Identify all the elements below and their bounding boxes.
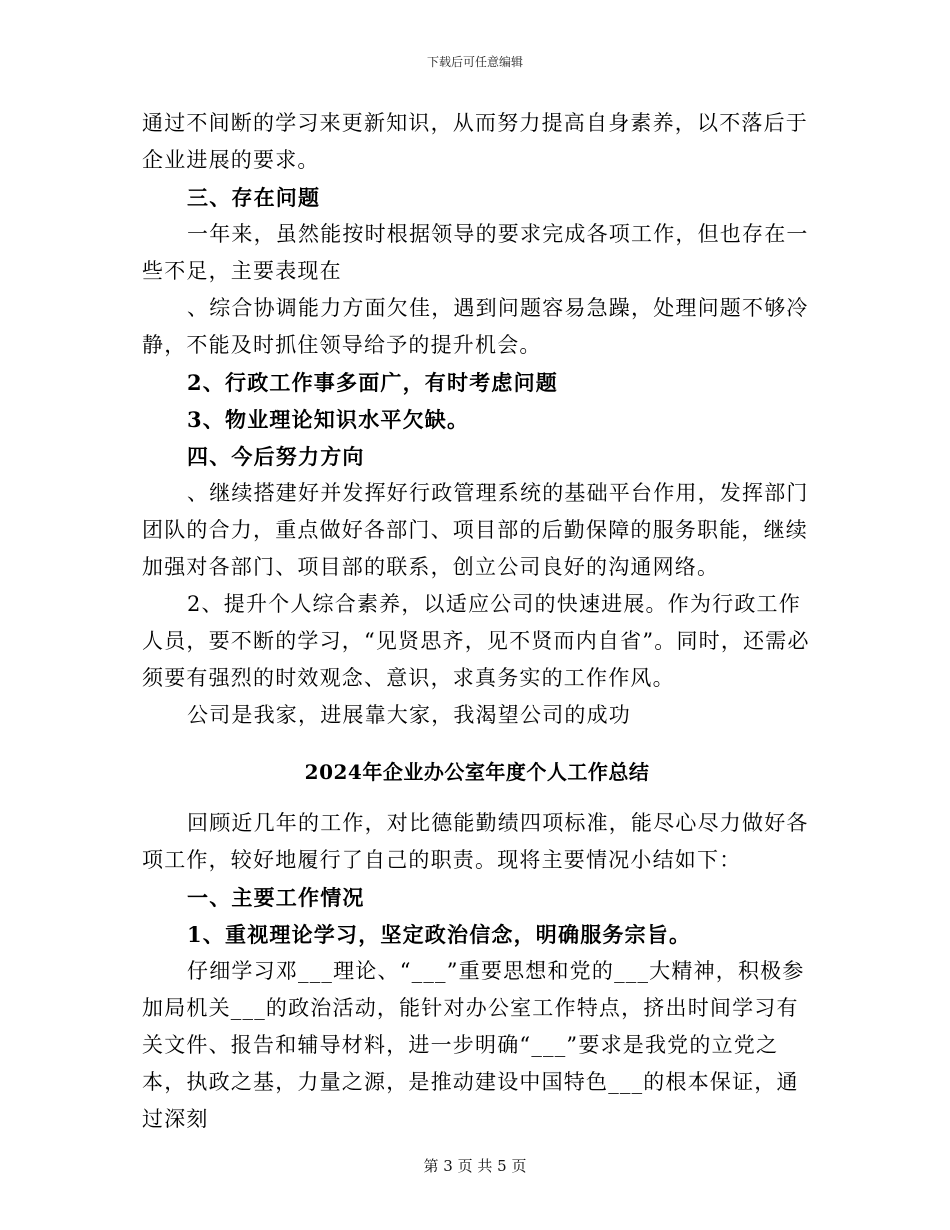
- paragraph: 、继续搭建好并发挥好行政管理系统的基础平台作用，发挥部门团队的合力，重点做好各部门、项目部的后勤保障的服务职能，继续加强对各部门、项目部的联系，创立公司良好的沟通网络。: [142, 481, 809, 579]
- document-body: [142, 105, 812, 1138]
- page-header: 下载后可任意编辑: [426, 55, 523, 69]
- paragraph: 通过不间断的学习来更新知识，从而努力提高自身素养，以不落后于企业进展的要求。: [142, 111, 808, 172]
- page-footer: 第 3 页 共 5 页: [423, 1157, 527, 1175]
- paragraph: 仔细学习邓___理论、“___”重要思想和党的___大精神，积极参加局机关___的政治活动，能针对办公室工作特点，挤出时间学习有关文件、报告和辅导材料，进一步明确“___”要求是我党的立党之本，执政之基，力量之源，是推动建设中国特色___的根本保证，通过深刻: [142, 959, 805, 1131]
- paragraph: 回顾近几年的工作，对比德能勤绩四项标准，能尽心尽力做好各项工作，较好地履行了自己的职责。现将主要情况小结如下：: [142, 811, 809, 872]
- paragraph: 一年来，虽然能按时根据领导的要求完成各项工作，但也存在一些不足，主要表现在: [142, 222, 809, 283]
- paragraph: 公司是我家，进展靠大家，我渴望公司的成功: [187, 703, 631, 727]
- section-heading: 一、主要工作情况: [187, 885, 365, 910]
- document-title: 2024年企业办公室年度个人工作总结: [304, 760, 650, 784]
- list-item: 2、行政工作事多面广，有时考虑问题: [187, 370, 559, 395]
- paragraph: 、综合协调能力方面欠佳，遇到问题容易急躁，处理问题不够冷静，不能及时抓住领导给予的提升机会。: [142, 296, 809, 357]
- paragraph: 2、提升个人综合素养，以适应公司的快速进展。作为行政工作人员，要不断的学习，“见贤思齐，见不贤而内自省”。同时，还需必须要有强烈的时效观念、意识，求真务实的工作作风。: [142, 592, 810, 690]
- subsection-heading: 1、重视理论学习，坚定政治信念，明确服务宗旨。: [187, 922, 692, 947]
- section-heading: 三、存在问题: [187, 185, 321, 210]
- list-item: 3、物业理论知识水平欠缺。: [187, 407, 470, 432]
- section-heading: 四、今后努力方向: [187, 444, 365, 469]
